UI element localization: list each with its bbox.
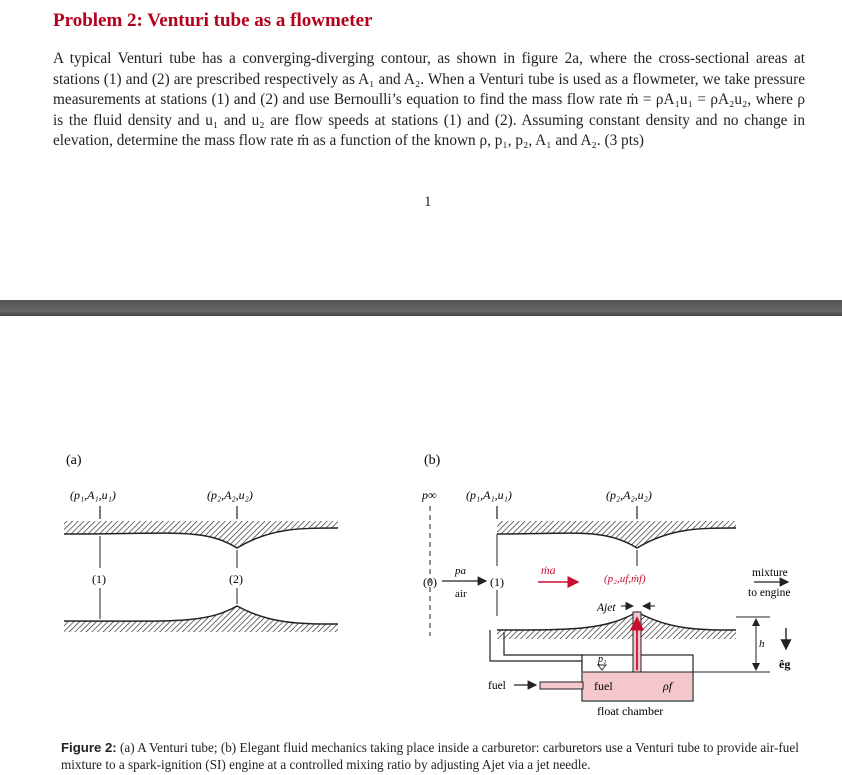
panel-a-station1-state: (p₁,A₁,u₁) bbox=[70, 488, 116, 502]
panel-b-air-label: air bbox=[455, 588, 467, 600]
panel-b-label: (b) bbox=[424, 453, 441, 468]
panel-b-station2-state: (p₂,A₂,u₂) bbox=[606, 488, 652, 502]
panel-a-station1: (1) bbox=[92, 572, 106, 586]
panel-b-h-label: h bbox=[759, 638, 765, 650]
panel-a-top-wall-hatch bbox=[64, 521, 338, 548]
panel-b-p-a: pa bbox=[455, 565, 466, 577]
panel-b-rho-f: ρf bbox=[663, 679, 673, 693]
problem-page bbox=[0, 0, 842, 300]
panel-b-top-wall-hatch bbox=[497, 521, 736, 548]
panel-b-station1: (1) bbox=[490, 575, 504, 589]
panel-a bbox=[64, 453, 338, 632]
panel-b-station1-state: (p₁,A₁,u₁) bbox=[466, 488, 512, 502]
figure-2-diagram bbox=[0, 316, 842, 775]
panel-b-p1-label: p₁ bbox=[598, 654, 607, 665]
panel-b-mixture-label: mixture bbox=[752, 567, 788, 579]
panel-b-bottom-wall-hatch bbox=[497, 612, 736, 639]
panel-a-station2-state: (p₂,A₂,u₂) bbox=[207, 488, 253, 502]
problem-title: Problem 2: Venturi tube as a flowmeter bbox=[53, 10, 373, 31]
panel-b-p-inf: p∞ bbox=[422, 488, 437, 502]
problem-paragraph: A typical Venturi tube has a converging-diverging contour, as shown in figure 2a, where the cross-sectional areas at stations (1) and (2) are prescribed respectively as A₁ and A₂. When a Venturi tube is used as a flowmeter, we take pressure measurements at stations (1) and (2) and use Bernoulli’s equation to find the mass flow rate ṁ = ρA₁u₁ = ρA₂u₂, where ρ is the fluid density and u₁ and u₂ are flow speeds at stations (1) and (2). Assuming constant density and no change in elevation, determine the mass flow rate ṁ as a function of the known ρ, p₁, p₂, A₁ and A₂. (3 pts) bbox=[53, 50, 805, 149]
caption-label: Figure 2: bbox=[61, 740, 117, 755]
panel-b-to-engine-label: to engine bbox=[748, 587, 791, 599]
figure-caption bbox=[61, 739, 801, 773]
panel-b-e-g: êg bbox=[779, 657, 791, 671]
panel-b-float-chamber-label: float chamber bbox=[597, 704, 664, 718]
panel-b-station2-state-red: (p₂,uf,ṁf) bbox=[604, 573, 646, 585]
page-number: 1 bbox=[424, 194, 432, 210]
panel-a-label: (a) bbox=[66, 453, 82, 468]
panel-b-fuel-in-label: fuel bbox=[488, 680, 506, 692]
panel-b-fuel-label: fuel bbox=[594, 679, 613, 693]
caption-text: (a) A Venturi tube; (b) Elegant fluid mechanics taking place inside a carburetor: carburetors use a Venturi tube to provide air-fuel mixture to a spark-ignition (SI) engine at a controlled mixing ratio by adjusting Ajet via a jet needle. bbox=[61, 740, 799, 772]
page-separator bbox=[0, 300, 842, 316]
panel-b-station0: (0) bbox=[423, 575, 437, 589]
figure-2 bbox=[0, 316, 842, 775]
panel-a-bottom-wall-hatch bbox=[64, 606, 338, 632]
panel-b-fuel-inlet-pipe bbox=[540, 682, 583, 689]
panel-b-mdot-a: ṁa bbox=[541, 563, 556, 577]
panel-b bbox=[421, 453, 790, 718]
panel-b-a-jet: Ajet bbox=[597, 602, 616, 614]
panel-a-station2: (2) bbox=[229, 572, 243, 586]
